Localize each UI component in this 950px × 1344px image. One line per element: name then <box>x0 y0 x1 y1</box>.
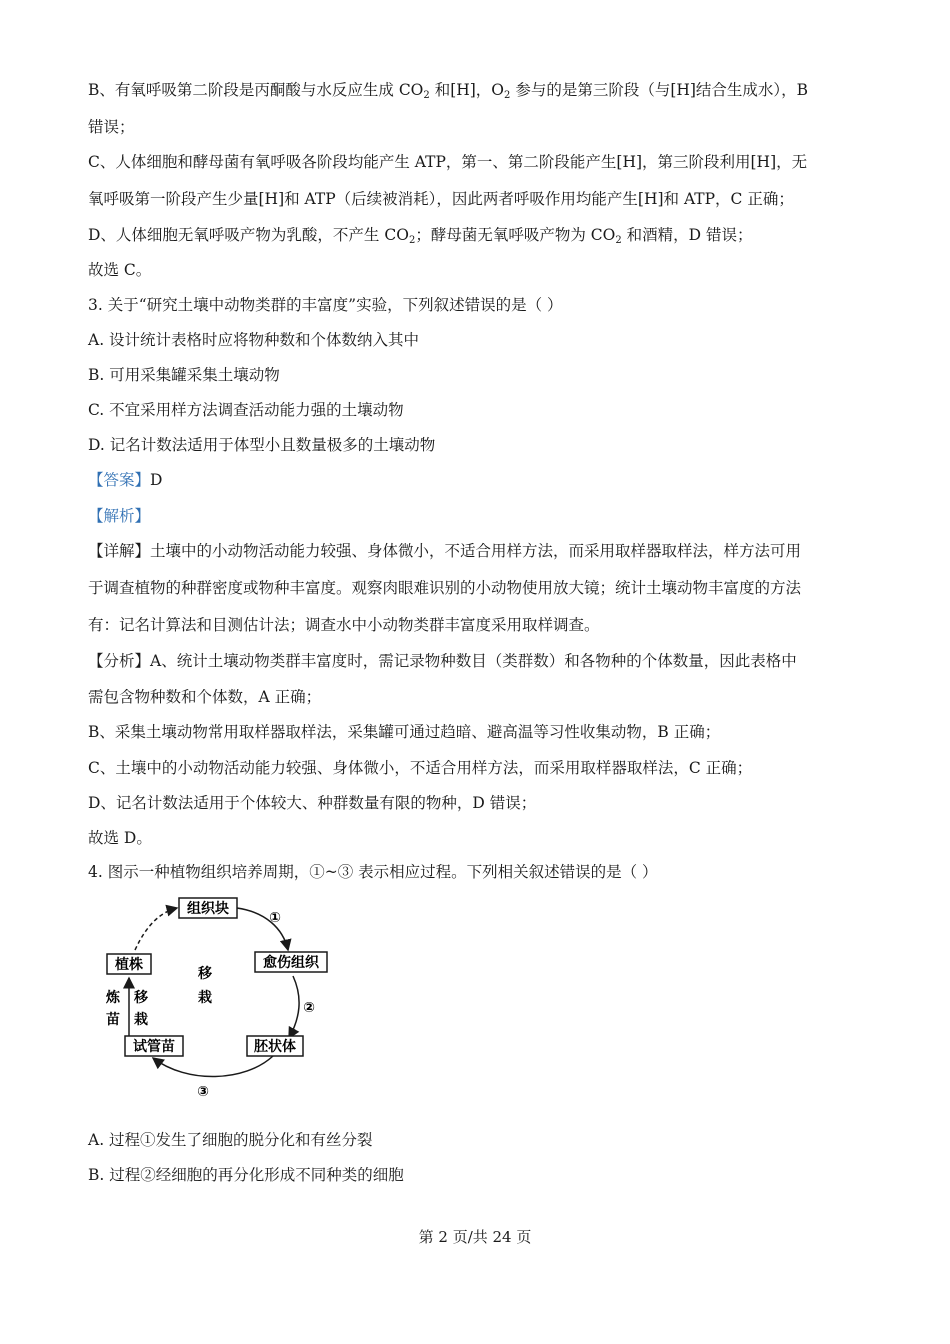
analysis-line: B、采集土壤动物常用取样器取样法，采集罐可通过趋暗、避高温等习性收集动物，B 正确； <box>88 723 721 741</box>
left-label-a2: 苗 <box>106 1012 120 1028</box>
step-3-label: ③ <box>197 1084 209 1100</box>
text-line: D、人体细胞无氧呼吸产物为乳酸，不产生 $CO_2$；酵母菌无氧呼吸产物为 $CO_2$ 和酒精，D 错误； <box>88 226 753 246</box>
box-embryoid: 胚状体 <box>254 1039 296 1055</box>
step-2-label: ② <box>303 1000 315 1016</box>
box-plantlet: 试管苗 <box>133 1039 175 1055</box>
center-label-1: 移 <box>198 966 212 982</box>
analysis-line: 需包含物种数和个体数，A 正确； <box>88 688 322 706</box>
analysis-line: D、记名计数法适用于个体较大、种群数量有限的物种，D 错误； <box>88 794 537 812</box>
text-line: 故选 C。 <box>88 261 152 279</box>
question-4-option-a: A. 过程①发生了细胞的脱分化和有丝分裂 <box>88 1131 373 1149</box>
text-line: B、有氧呼吸第二阶段是丙酮酸与水反应生成 $CO_2$ 和[H]，$O_2$ 参与的是第三阶段（与[H]结合生成水），B <box>88 81 809 101</box>
arrow-step-2 <box>289 976 299 1038</box>
analysis-line: 【分析】A、统计土壤动物类群丰富度时，需记录物种数目（类群数）和各物种的个体数量，因此表格中 <box>88 652 797 670</box>
analysis-line: C、土壤中的小动物活动能力较强、身体微小，不适合用样方法，而采用取样器取样法，C 正确； <box>88 759 753 777</box>
question-3-option-d: D. 记名计数法适用于体型小且数量极多的土壤动物 <box>88 436 436 454</box>
question-3-stem: 3. 关于“研究土壤中动物类群的丰富度”实验，下列叙述错误的是（ ） <box>88 296 563 314</box>
text-line: C、人体细胞和酵母菌有氧呼吸各阶段均能产生 ATP，第一、第二阶段能产生[H]，第三阶段利用[H]，无 <box>88 153 808 171</box>
center-label-2: 栽 <box>198 990 212 1006</box>
answer-line <box>88 469 162 491</box>
box-tissue: 组织块 <box>187 901 229 917</box>
analysis-line: 故选 D。 <box>88 829 152 847</box>
answer-value: D <box>150 471 163 489</box>
question-3-option-a: A. 设计统计表格时应将物种数和个体数纳入其中 <box>88 331 420 349</box>
tissue-culture-cycle-diagram <box>95 890 345 1110</box>
detail-line: 【详解】土壤中的小动物活动能力较强、身体微小，不适合用样方法，而采用取样器取样法，样方法可用 <box>88 542 802 560</box>
detail-line: 于调查植物的种群密度或物种丰富度。观察肉眼难识别的小动物使用放大镜；统计土壤动物丰富度的方法 <box>88 579 802 597</box>
detail-line: 有：记名计算法和目测估计法；调查水中小动物类群丰富度采用取样调查。 <box>88 616 600 634</box>
arrow-step-3 <box>153 1056 273 1077</box>
analysis-tag: 【解析】 <box>88 507 151 525</box>
page-footer: 第 2 页/共 24 页 <box>418 1228 532 1246</box>
text-line: 氧呼吸第一阶段产生少量[H]和 ATP（后续被消耗），因此两者呼吸作用均能产生[H]和 ATP，C 正确； <box>88 190 794 208</box>
question-4-option-b: B. 过程②经细胞的再分化形成不同种类的细胞 <box>88 1166 404 1184</box>
arrow-dashed-return <box>135 908 177 950</box>
left-label-a1: 炼 <box>106 990 120 1006</box>
step-1-label: ① <box>269 910 281 926</box>
left-label-b1: 移 <box>134 990 148 1006</box>
left-label-b2: 栽 <box>134 1012 148 1028</box>
box-callus: 愈伤组织 <box>263 955 319 971</box>
question-4-stem: 4. 图示一种植物组织培养周期，①~③ 表示相应过程。下列相关叙述错误的是（ ） <box>88 863 658 881</box>
question-3-option-b: B. 可用采集罐采集土壤动物 <box>88 366 280 384</box>
question-3-option-c: C. 不宜采用样方法调查活动能力强的土壤动物 <box>88 401 404 419</box>
box-plant: 植株 <box>115 957 143 973</box>
answer-tag: 【答案】 <box>88 471 151 489</box>
text-line: 错误； <box>88 118 135 136</box>
